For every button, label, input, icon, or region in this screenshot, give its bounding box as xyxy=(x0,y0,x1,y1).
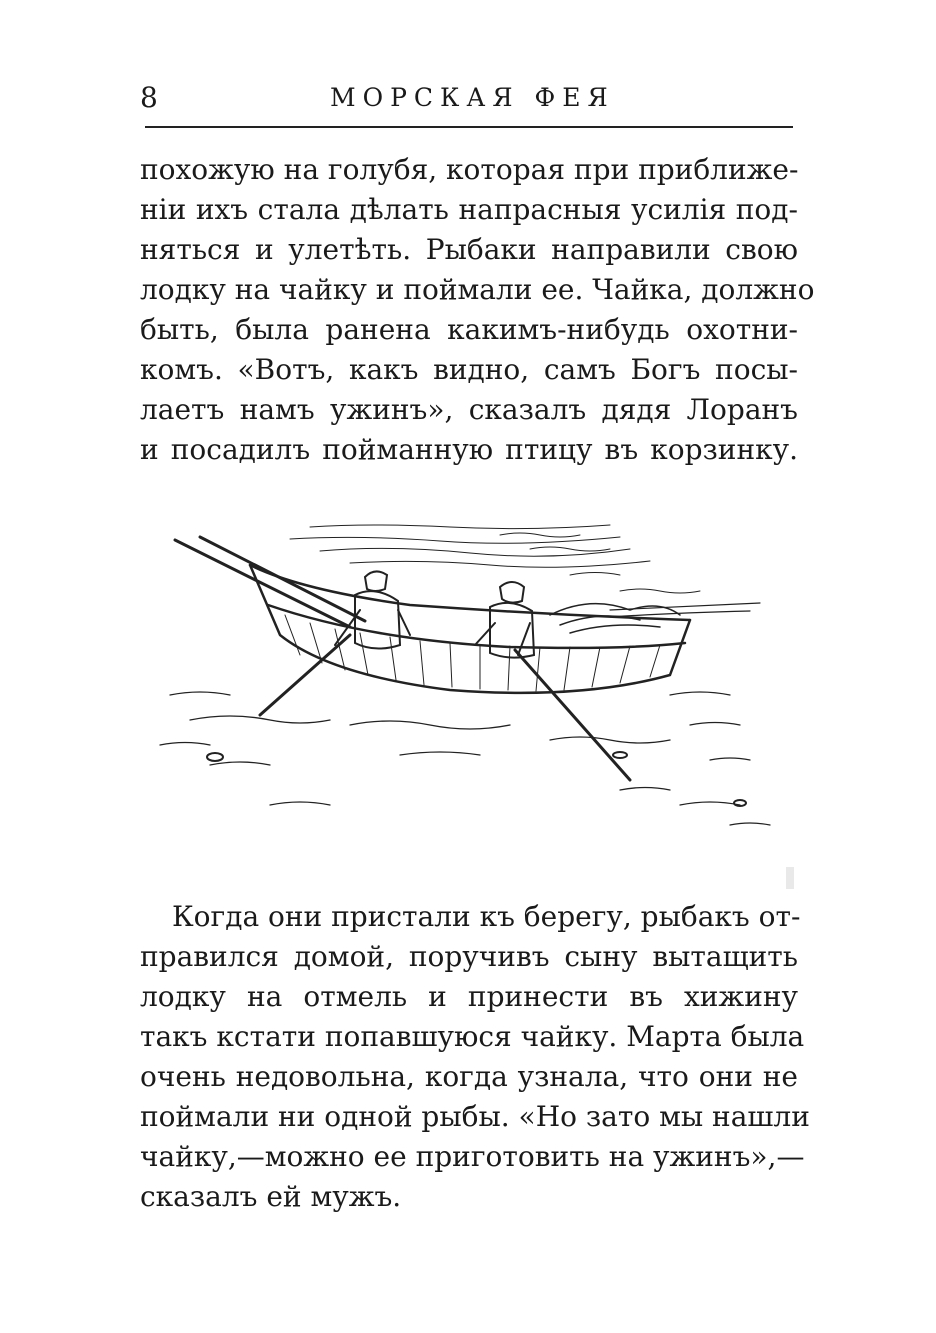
text-line: сказалъ ей мужъ. xyxy=(140,1180,402,1213)
floats xyxy=(207,752,746,806)
text-line: комъ. «Вотъ, какъ видно, самъ Богъ посы- xyxy=(140,353,798,386)
text-line: няться и улетѣть. Рыбаки направили свою xyxy=(140,233,798,266)
boat-illustration xyxy=(150,515,790,845)
boat-hull xyxy=(250,565,690,693)
text-line: такъ кстати попавшуюся чайку. Марта была xyxy=(140,1020,805,1053)
text-line: похожую на голубя, которая при приближе- xyxy=(140,153,799,186)
water-ripples xyxy=(160,692,770,825)
net-lines xyxy=(610,603,760,617)
oars xyxy=(175,537,630,780)
text-line: очень недовольна, когда узнала, что они не xyxy=(140,1060,798,1093)
text-line: быть, была ранена какимъ-нибудь охотни- xyxy=(140,313,798,346)
text-line: Когда они пристали къ берегу, рыбакъ от- xyxy=(172,900,801,933)
text-line: правился домой, поручивъ сыну вытащить xyxy=(140,940,798,973)
text-line: и посадилъ пойманную птицу въ корзинку. xyxy=(140,433,798,466)
text-line: нiи ихъ стала дѣлать напрасныя усилiя под- xyxy=(140,193,798,226)
paper-speck xyxy=(786,867,794,889)
text-line: лаетъ намъ ужинъ», сказалъ дядя Лоранъ xyxy=(140,393,798,426)
text-line: чайку,—можно ее приготовить на ужинъ»,— xyxy=(140,1140,805,1173)
running-head-title: МОРСКАЯ ФЕЯ xyxy=(330,83,615,112)
page-number: 8 xyxy=(140,81,158,114)
water-hatching-top xyxy=(290,525,700,593)
text-line: лодку на отмель и принести въ хижину xyxy=(140,980,798,1013)
text-line: поймали ни одной рыбы. «Но зато мы нашли xyxy=(140,1100,810,1133)
text-line: лодку на чайку и поймали ее. Чайка, должно xyxy=(140,273,815,306)
paragraph-1 xyxy=(140,150,815,470)
paragraph-2 xyxy=(140,897,810,1217)
header-rule xyxy=(145,126,793,128)
